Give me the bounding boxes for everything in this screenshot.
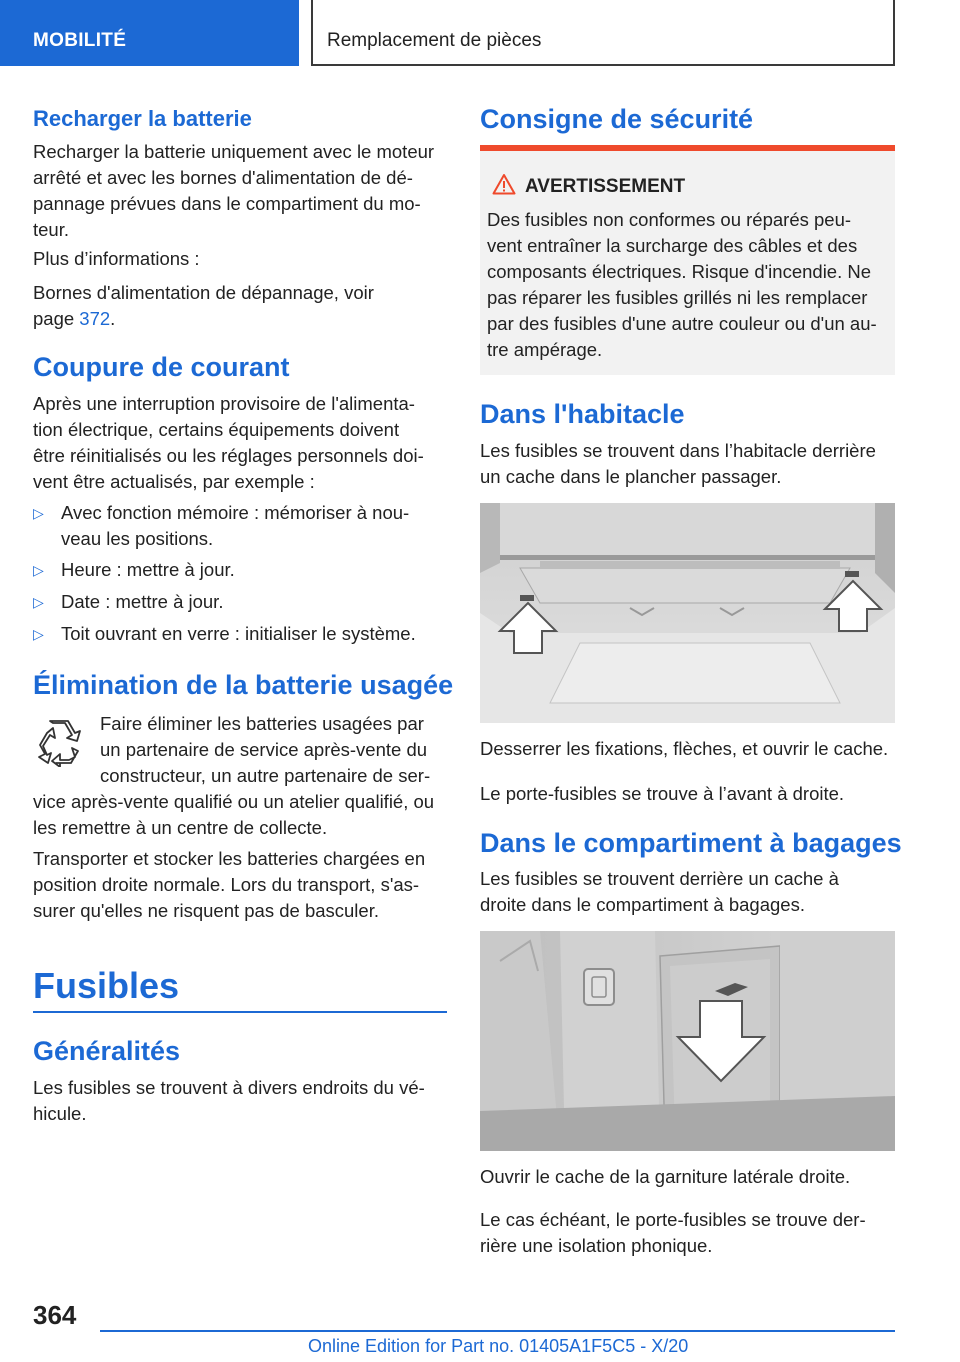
header-chapter-tab (311, 0, 895, 66)
fusibles-heading: Fusibles (33, 965, 180, 1006)
header-section-label: MOBILITÉ (33, 30, 127, 51)
section-divider (33, 1011, 447, 1013)
header-chapter-label: Remplacement de pièces (327, 30, 542, 51)
page-link[interactable]: 372 (79, 308, 111, 329)
bagages-paragraph: Les fusibles se trouvent derrière un cache à droite dans le compartiment à bagages. (480, 868, 839, 915)
porte-fusibles-text: Le porte-fusibles se trouve à l’avant à droite. (480, 783, 845, 804)
elimination-heading: Élimination de la batterie usagée (33, 670, 454, 700)
header-section-tab (0, 0, 299, 66)
habitacle-fuse-cover-photo (480, 503, 895, 723)
elimination-indent-paragraph: Faire éliminer les batteries usagées par un partenaire de service après-vente du constructeur, un autre partenaire de ser‐ (100, 713, 431, 786)
bornes-reference: Bornes d'alimentation de dépannage, voir page 372. (33, 282, 374, 329)
cas-paragraph: Le cas échéant, le porte-fusibles se trouve der‐ rière une isolation phonique. (480, 1209, 866, 1256)
footer-divider (100, 1330, 895, 1332)
warning-triangle-icon (492, 173, 516, 195)
habitacle-heading: Dans l'habitacle (480, 399, 685, 429)
generalites-heading: Généralités (33, 1036, 181, 1066)
warning-label: AVERTISSEMENT (525, 176, 686, 197)
elimination-paragraph: vice après-vente qualifié ou un atelier qualifié, ou les remettre à un centre de collecte. (33, 791, 435, 838)
page-number: 364 (33, 1300, 77, 1330)
edition-text: Online Edition for Part no. 01405A1F5C5 - X/20 (308, 1336, 689, 1356)
bullet-triangle-icon: ▷ (33, 562, 44, 578)
consigne-heading: Consigne de sécurité (480, 104, 754, 134)
coupure-heading: Coupure de courant (33, 352, 290, 382)
coupure-paragraph: Après une interruption provisoire de l'alimenta‐ tion électrique, certains équipements doivent être réinitialisés ou les réglages personnels doi‐ vent être actualisés, par exemple : (33, 393, 424, 492)
desserrer-text: Desserrer les fixations, flèches, et ouvrir le cache. (480, 738, 889, 759)
warning-text: Des fusibles non conformes ou réparés peu‐ vent entraîner la surcharge des câbles et des composants électriques. Risque d'incendie. Ne pas réparer les fusibles grillés ni les remplacer par des fusibles d'une autre couleur ou d'un au‐ tre ampérage. (487, 209, 877, 360)
bullet-triangle-icon: ▷ (33, 505, 44, 521)
trunk-side-panel-photo (480, 931, 895, 1151)
warning-box (480, 145, 895, 375)
bullet-triangle-icon: ▷ (33, 594, 44, 610)
recharge-heading: Recharger la batterie (33, 106, 252, 131)
bagages-heading: Dans le compartiment à bagages (480, 828, 902, 858)
recharge-paragraph: Recharger la batterie uniquement avec le moteur arrêté et avec les bornes d'alimentation de dé‐ pannage prévues dans le compartiment du mo‐ teur. (33, 141, 435, 240)
ouvrir-text: Ouvrir le cache de la garniture latérale droite. (480, 1166, 851, 1187)
generalites-paragraph: Les fusibles se trouvent à divers endroits du vé‐ hicule. (33, 1077, 425, 1124)
habitacle-paragraph: Les fusibles se trouvent dans l’habitacle derrière un cache dans le plancher passager. (480, 440, 876, 487)
recycle-icon (34, 717, 84, 767)
transport-paragraph: Transporter et stocker les batteries chargées en position droite normale. Lors du transport, s'as‐ surer qu'elles ne risquent pas de basculer. (33, 848, 426, 921)
more-info-text: Plus d’informations : (33, 248, 200, 269)
bullet-triangle-icon: ▷ (33, 626, 44, 642)
